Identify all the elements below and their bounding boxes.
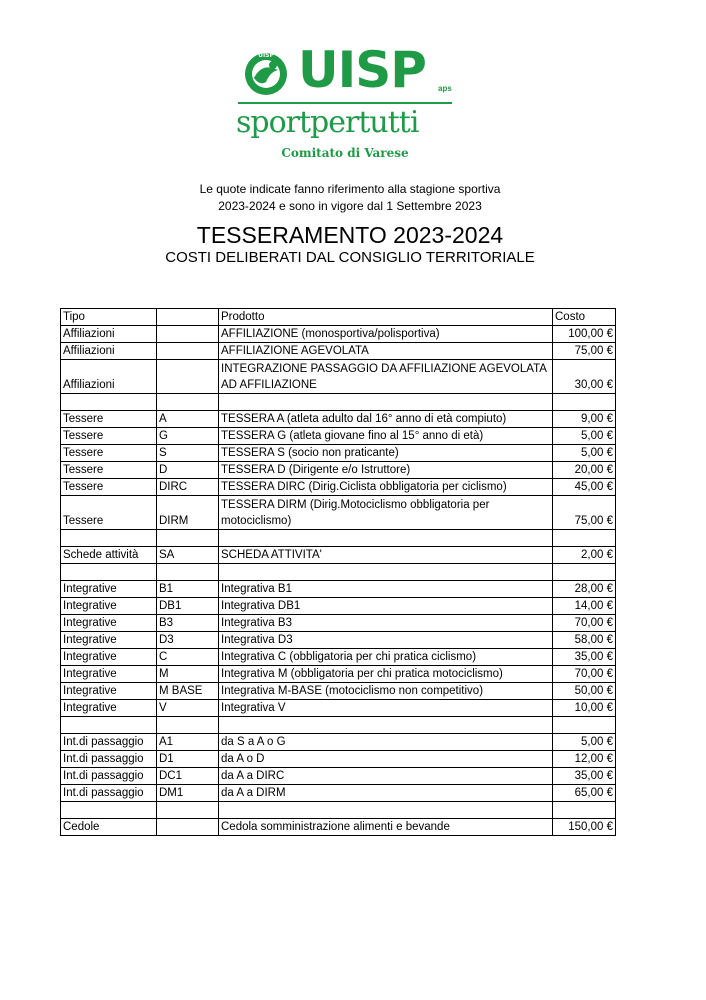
table-row bbox=[61, 547, 616, 564]
cell-prodotto: da S a A o G bbox=[219, 734, 553, 751]
cell-prodotto: da A a DIRC bbox=[219, 768, 553, 785]
table-spacer-row bbox=[61, 394, 616, 411]
cell-prodotto: Cedola somministrazione alimenti e bevande bbox=[219, 819, 553, 836]
table-row bbox=[61, 326, 616, 343]
cell-tipo: Tessere bbox=[61, 496, 157, 530]
cell-tipo: Tessere bbox=[61, 462, 157, 479]
season-note-line1: Le quote indicate fanno riferimento alla stagione sportiva bbox=[199, 182, 501, 196]
cell-tipo: Tessere bbox=[61, 479, 157, 496]
table-row bbox=[61, 666, 616, 683]
cell-code: G bbox=[157, 428, 219, 445]
empty-cell bbox=[157, 717, 219, 734]
cell-costo: 75,00 € bbox=[553, 496, 616, 530]
table-row bbox=[61, 479, 616, 496]
cell-costo: 45,00 € bbox=[553, 479, 616, 496]
table-row bbox=[61, 360, 616, 394]
cell-code: B1 bbox=[157, 581, 219, 598]
cell-costo: 70,00 € bbox=[553, 615, 616, 632]
cell-prodotto: TESSERA D (Dirigente e/o Istruttore) bbox=[219, 462, 553, 479]
cell-tipo: Affiliazioni bbox=[61, 326, 157, 343]
cell-costo: 5,00 € bbox=[553, 734, 616, 751]
cell-code: C bbox=[157, 649, 219, 666]
cell-costo: 20,00 € bbox=[553, 462, 616, 479]
table-spacer-row bbox=[61, 530, 616, 547]
cell-code: A bbox=[157, 411, 219, 428]
cell-tipo: Schede attività bbox=[61, 547, 157, 564]
empty-cell bbox=[157, 394, 219, 411]
cell-costo: 14,00 € bbox=[553, 598, 616, 615]
logo-aps: aps bbox=[438, 84, 452, 93]
cell-costo: 75,00 € bbox=[553, 343, 616, 360]
header-tipo: Tipo bbox=[61, 309, 157, 326]
cell-costo: 9,00 € bbox=[553, 411, 616, 428]
cell-prodotto: SCHEDA ATTIVITA' bbox=[219, 547, 553, 564]
cell-prodotto: Integrativa M-BASE (motociclismo non competitivo) bbox=[219, 683, 553, 700]
cell-costo: 2,00 € bbox=[553, 547, 616, 564]
cell-costo: 5,00 € bbox=[553, 428, 616, 445]
cell-tipo: Integrative bbox=[61, 632, 157, 649]
table-row bbox=[61, 428, 616, 445]
table-row bbox=[61, 581, 616, 598]
logo-brand: UISP bbox=[298, 41, 426, 99]
cell-code: D3 bbox=[157, 632, 219, 649]
cell-costo: 35,00 € bbox=[553, 649, 616, 666]
cell-prodotto: Integrativa M (obbligatoria per chi pratica motociclismo) bbox=[219, 666, 553, 683]
cell-prodotto: Integrativa D3 bbox=[219, 632, 553, 649]
cell-code bbox=[157, 360, 219, 394]
cell-costo: 10,00 € bbox=[553, 700, 616, 717]
cell-tipo: Int.di passaggio bbox=[61, 751, 157, 768]
cell-tipo: Integrative bbox=[61, 666, 157, 683]
cell-prodotto: Integrativa V bbox=[219, 700, 553, 717]
table-header-row bbox=[61, 309, 616, 326]
cell-tipo: Cedole bbox=[61, 819, 157, 836]
cell-prodotto: TESSERA DIRM (Dirig.Motociclismo obbligatoria per motociclismo) bbox=[219, 496, 553, 530]
empty-cell bbox=[157, 530, 219, 547]
cell-costo: 12,00 € bbox=[553, 751, 616, 768]
table-spacer-row bbox=[61, 717, 616, 734]
table-row bbox=[61, 632, 616, 649]
cell-costo: 150,00 € bbox=[553, 819, 616, 836]
table-row bbox=[61, 496, 616, 530]
uisp-emblem-icon bbox=[236, 48, 296, 96]
cell-tipo: Int.di passaggio bbox=[61, 785, 157, 802]
header-code bbox=[157, 309, 219, 326]
cell-prodotto: INTEGRAZIONE PASSAGGIO DA AFFILIAZIONE AGEVOLATA AD AFFILIAZIONE bbox=[219, 360, 553, 394]
cell-costo: 28,00 € bbox=[553, 581, 616, 598]
cell-code: M BASE bbox=[157, 683, 219, 700]
cell-prodotto: TESSERA DIRC (Dirig.Ciclista obbligatoria per ciclismo) bbox=[219, 479, 553, 496]
table-row bbox=[61, 411, 616, 428]
cell-tipo: Integrative bbox=[61, 615, 157, 632]
table-spacer-row bbox=[61, 564, 616, 581]
cell-tipo: Int.di passaggio bbox=[61, 768, 157, 785]
cell-prodotto: da A o D bbox=[219, 751, 553, 768]
cell-code: DIRC bbox=[157, 479, 219, 496]
emblem-text: UISP bbox=[258, 52, 274, 59]
table-row bbox=[61, 734, 616, 751]
costs-table-body bbox=[61, 309, 616, 836]
cell-costo: 5,00 € bbox=[553, 445, 616, 462]
cell-prodotto: TESSERA S (socio non praticante) bbox=[219, 445, 553, 462]
empty-cell bbox=[61, 802, 157, 819]
cell-code: V bbox=[157, 700, 219, 717]
cell-code: DC1 bbox=[157, 768, 219, 785]
table-row bbox=[61, 768, 616, 785]
table-spacer-row bbox=[61, 802, 616, 819]
cell-code: DB1 bbox=[157, 598, 219, 615]
empty-cell bbox=[219, 530, 553, 547]
cell-tipo: Tessere bbox=[61, 428, 157, 445]
cell-tipo: Tessere bbox=[61, 411, 157, 428]
cell-costo: 100,00 € bbox=[553, 326, 616, 343]
cell-code bbox=[157, 326, 219, 343]
page-subtitle: COSTI DELIBERATI DAL CONSIGLIO TERRITORIALE bbox=[165, 249, 535, 266]
cell-costo: 65,00 € bbox=[553, 785, 616, 802]
cell-tipo: Integrative bbox=[61, 683, 157, 700]
empty-cell bbox=[219, 802, 553, 819]
table-row bbox=[61, 751, 616, 768]
cell-prodotto: AFFILIAZIONE AGEVOLATA bbox=[219, 343, 553, 360]
cell-prodotto: Integrativa B3 bbox=[219, 615, 553, 632]
uisp-logo bbox=[232, 41, 464, 166]
table-row bbox=[61, 462, 616, 479]
empty-cell bbox=[553, 530, 616, 547]
costs-table bbox=[60, 308, 616, 836]
cell-code: SA bbox=[157, 547, 219, 564]
cell-prodotto: TESSERA G (atleta giovane fino al 15° anno di età) bbox=[219, 428, 553, 445]
cell-code: A1 bbox=[157, 734, 219, 751]
empty-cell bbox=[219, 564, 553, 581]
cell-tipo: Integrative bbox=[61, 700, 157, 717]
table-row bbox=[61, 683, 616, 700]
table-row bbox=[61, 598, 616, 615]
logo-tagline: sportpertutti bbox=[236, 105, 419, 140]
cell-code: B3 bbox=[157, 615, 219, 632]
table-row bbox=[61, 343, 616, 360]
table-row bbox=[61, 819, 616, 836]
cell-tipo: Int.di passaggio bbox=[61, 734, 157, 751]
header-costo: Costo bbox=[553, 309, 616, 326]
cell-code: D bbox=[157, 462, 219, 479]
cell-code: S bbox=[157, 445, 219, 462]
empty-cell bbox=[553, 717, 616, 734]
table-row bbox=[61, 785, 616, 802]
cell-prodotto: Integrativa B1 bbox=[219, 581, 553, 598]
cell-costo: 50,00 € bbox=[553, 683, 616, 700]
cell-costo: 35,00 € bbox=[553, 768, 616, 785]
logo-top bbox=[232, 41, 464, 99]
empty-cell bbox=[553, 564, 616, 581]
season-note bbox=[100, 181, 600, 215]
table-row bbox=[61, 649, 616, 666]
cell-prodotto: da A a DIRM bbox=[219, 785, 553, 802]
cell-tipo: Tessere bbox=[61, 445, 157, 462]
cell-code: M bbox=[157, 666, 219, 683]
cell-costo: 30,00 € bbox=[553, 360, 616, 394]
cell-tipo: Integrative bbox=[61, 649, 157, 666]
empty-cell bbox=[61, 530, 157, 547]
table-row bbox=[61, 445, 616, 462]
header-prodotto: Prodotto bbox=[219, 309, 553, 326]
empty-cell bbox=[219, 394, 553, 411]
cell-code bbox=[157, 343, 219, 360]
season-note-line2: 2023-2024 e sono in vigore dal 1 Settembre 2023 bbox=[218, 199, 482, 213]
table-row bbox=[61, 615, 616, 632]
cell-code: DM1 bbox=[157, 785, 219, 802]
cell-tipo: Integrative bbox=[61, 581, 157, 598]
page-title: TESSERAMENTO 2023-2024 bbox=[196, 222, 504, 248]
cell-prodotto: Integrativa DB1 bbox=[219, 598, 553, 615]
table-row bbox=[61, 700, 616, 717]
cell-tipo: Integrative bbox=[61, 598, 157, 615]
cell-code bbox=[157, 819, 219, 836]
cell-prodotto: TESSERA A (atleta adulto dal 16° anno di età compiuto) bbox=[219, 411, 553, 428]
empty-cell bbox=[157, 802, 219, 819]
cell-tipo: Affiliazioni bbox=[61, 360, 157, 394]
cell-costo: 58,00 € bbox=[553, 632, 616, 649]
cell-prodotto: Integrativa C (obbligatoria per chi pratica ciclismo) bbox=[219, 649, 553, 666]
cell-tipo: Affiliazioni bbox=[61, 343, 157, 360]
cell-code: DIRM bbox=[157, 496, 219, 530]
empty-cell bbox=[219, 717, 553, 734]
cell-code: D1 bbox=[157, 751, 219, 768]
empty-cell bbox=[61, 564, 157, 581]
cell-prodotto: AFFILIAZIONE (monosportiva/polisportiva) bbox=[219, 326, 553, 343]
empty-cell bbox=[553, 394, 616, 411]
empty-cell bbox=[61, 394, 157, 411]
empty-cell bbox=[553, 802, 616, 819]
logo-committee: Comitato di Varese bbox=[281, 146, 409, 160]
empty-cell bbox=[157, 564, 219, 581]
cell-costo: 70,00 € bbox=[553, 666, 616, 683]
empty-cell bbox=[61, 717, 157, 734]
